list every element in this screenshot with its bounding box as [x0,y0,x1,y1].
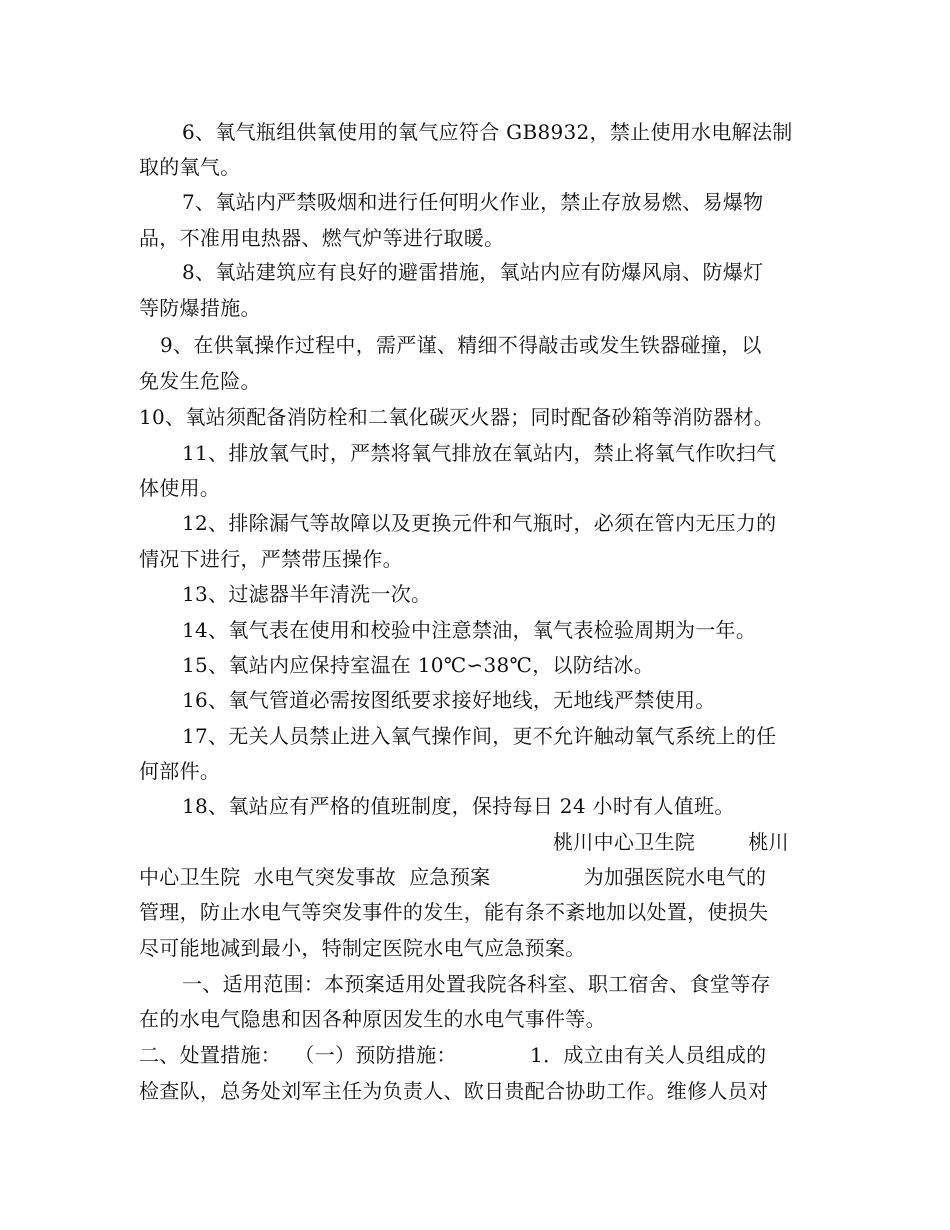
text-line: 一、适用范围：本预案适用处置我院各科室、职工宿舍、食堂等存 [182,972,771,996]
text-line: 17、无关人员禁止进入氧气操作间，更不允许触动氧气系统上的任 [182,724,777,748]
text-line: 取的氧气。 [139,155,241,179]
text-line: 7、氧站内严禁吸烟和进行任何明火作业，禁止存放易燃、易爆物 [182,190,764,214]
text-line: 9、在供氧操作过程中，需严谨、精细不得敲击或发生铁器碰撞，以 [160,333,762,357]
text-line: 免发生危险。 [139,369,261,393]
text-line: 16、氧气管道必需按图纸要求接好地线，无地线严禁使用。 [182,688,716,712]
text-line: 18、氧站应有严格的值班制度，保持每日 24 小时有人值班。 [182,794,735,818]
text-line: 体使用。 [139,476,221,500]
text-line: 12、排除漏气等故障以及更换元件和气瓶时，必须在管内无压力的 [182,511,777,535]
text-line: 14、氧气表在使用和校验中注意禁油，氧气表检验周期为一年。 [182,618,757,642]
text-line: 何部件。 [139,759,221,783]
text-line: 二、处置措施： （一）预防措施： 1．成立由有关人员组成的 [139,1043,767,1067]
text-line: 13、过滤器半年清洗一次。 [182,582,432,606]
text-line: 11、排放氧气时，严禁将氧气排放在氧站内，禁止将氧气作吹扫气 [182,441,777,465]
text-line: 15、氧站内应保持室温在 10℃∽38℃，以防结冰。 [182,653,655,677]
text-line: 在的水电气隐患和因各种原因发生的水电气事件等。 [139,1007,606,1031]
text-line: 桃川中心卫生院 桃川 [553,830,789,854]
text-line: 情况下进行，严禁带压操作。 [139,547,403,571]
text-line: 8、氧站建筑应有良好的避雷措施，氧站内应有防爆风扇、防爆灯 [182,260,764,284]
text-line: 管理，防止水电气等突发事件的发生，能有条不紊地加以处置，使损失 [139,900,769,924]
text-line: 10、氧站须配备消防栓和二氧化碳灭火器；同时配备砂箱等消防器材。 [139,405,775,429]
text-line: 中心卫生院 水电气突发事故 应急预案 为加强医院水电气的 [139,865,767,889]
text-line: 尽可能地减到最小，特制定医院水电气应急预案。 [139,936,586,960]
text-line: 6、氧气瓶组供氧使用的氧气应符合 GB8932，禁止使用水电解法制 [182,120,793,144]
text-line: 检查队，总务处刘军主任为负责人、欧日贵配合协助工作。维修人员对 [139,1079,769,1103]
text-line: 品，不准用电热器、燃气炉等进行取暖。 [139,226,505,250]
text-line: 等防爆措施。 [139,296,261,320]
